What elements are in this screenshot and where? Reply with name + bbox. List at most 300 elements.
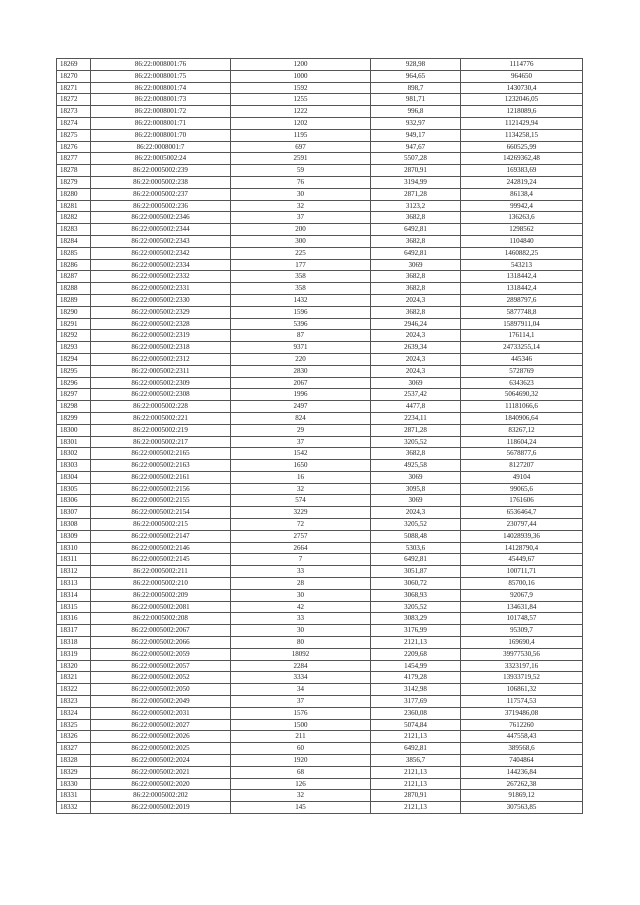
row-number-cell: 18305 bbox=[57, 483, 91, 495]
area-cell: 80 bbox=[231, 637, 371, 649]
row-number-cell: 18277 bbox=[57, 153, 91, 165]
table-row bbox=[57, 271, 583, 283]
row-number-cell: 18276 bbox=[57, 141, 91, 153]
table-row bbox=[57, 153, 583, 165]
row-number-cell: 18317 bbox=[57, 625, 91, 637]
row-number-cell: 18307 bbox=[57, 507, 91, 519]
value-cell: 543213 bbox=[461, 259, 583, 271]
area-cell: 1592 bbox=[231, 82, 371, 94]
table-row bbox=[57, 247, 583, 259]
cadastral-number-cell: 86:22:0005002:2165 bbox=[91, 448, 231, 460]
row-number-cell: 18319 bbox=[57, 648, 91, 660]
area-cell: 32 bbox=[231, 483, 371, 495]
row-number-cell: 18326 bbox=[57, 731, 91, 743]
row-number-cell: 18293 bbox=[57, 342, 91, 354]
table-row bbox=[57, 483, 583, 495]
area-cell: 1195 bbox=[231, 129, 371, 141]
row-number-cell: 18304 bbox=[57, 471, 91, 483]
area-cell: 72 bbox=[231, 519, 371, 531]
value-cell: 92067,9 bbox=[461, 589, 583, 601]
rate-cell: 3682,8 bbox=[371, 448, 461, 460]
area-cell: 42 bbox=[231, 601, 371, 613]
value-cell: 134631,84 bbox=[461, 601, 583, 613]
cadastral-number-cell: 86:22:0008001:7 bbox=[91, 141, 231, 153]
cadastral-number-cell: 86:22:0005002:2026 bbox=[91, 731, 231, 743]
area-cell: 76 bbox=[231, 176, 371, 188]
row-number-cell: 18329 bbox=[57, 766, 91, 778]
rate-cell: 2024,3 bbox=[371, 330, 461, 342]
rate-cell: 981,71 bbox=[371, 94, 461, 106]
cadastral-number-cell: 86:22:0005002:237 bbox=[91, 188, 231, 200]
table-row bbox=[57, 412, 583, 424]
row-number-cell: 18283 bbox=[57, 224, 91, 236]
cadastral-number-cell: 86:22:0005002:202 bbox=[91, 790, 231, 802]
table-row bbox=[57, 165, 583, 177]
row-number-cell: 18310 bbox=[57, 542, 91, 554]
data-table bbox=[56, 58, 583, 814]
value-cell: 3323197,16 bbox=[461, 660, 583, 672]
rate-cell: 3068,93 bbox=[371, 589, 461, 601]
area-cell: 2664 bbox=[231, 542, 371, 554]
rate-cell: 2024,3 bbox=[371, 365, 461, 377]
value-cell: 144236,84 bbox=[461, 766, 583, 778]
value-cell: 169383,69 bbox=[461, 165, 583, 177]
cadastral-number-cell: 86:22:0005002:2344 bbox=[91, 224, 231, 236]
row-number-cell: 18308 bbox=[57, 519, 91, 531]
cadastral-number-cell: 86:22:0005002:2156 bbox=[91, 483, 231, 495]
area-cell: 1920 bbox=[231, 755, 371, 767]
row-number-cell: 18309 bbox=[57, 530, 91, 542]
row-number-cell: 18322 bbox=[57, 684, 91, 696]
rate-cell: 5507,28 bbox=[371, 153, 461, 165]
rate-cell: 2024,3 bbox=[371, 353, 461, 365]
table-row bbox=[57, 401, 583, 413]
rate-cell: 2870,91 bbox=[371, 790, 461, 802]
value-cell: 1232046,05 bbox=[461, 94, 583, 106]
table-row bbox=[57, 625, 583, 637]
row-number-cell: 18273 bbox=[57, 106, 91, 118]
value-cell: 2898797,6 bbox=[461, 294, 583, 306]
table-row bbox=[57, 436, 583, 448]
value-cell: 1104840 bbox=[461, 235, 583, 247]
value-cell: 106861,32 bbox=[461, 684, 583, 696]
area-cell: 126 bbox=[231, 778, 371, 790]
value-cell: 14269362,48 bbox=[461, 153, 583, 165]
area-cell: 1596 bbox=[231, 306, 371, 318]
rate-cell: 5303,6 bbox=[371, 542, 461, 554]
table-row bbox=[57, 719, 583, 731]
rate-cell: 3682,8 bbox=[371, 212, 461, 224]
area-cell: 33 bbox=[231, 566, 371, 578]
rate-cell: 2871,28 bbox=[371, 188, 461, 200]
area-cell: 358 bbox=[231, 271, 371, 283]
area-cell: 37 bbox=[231, 436, 371, 448]
cadastral-number-cell: 86:22:0005002:2059 bbox=[91, 648, 231, 660]
rate-cell: 3205,52 bbox=[371, 601, 461, 613]
table-row bbox=[57, 672, 583, 684]
rate-cell: 2871,28 bbox=[371, 424, 461, 436]
cadastral-number-cell: 86:22:0005002:210 bbox=[91, 578, 231, 590]
table-row bbox=[57, 353, 583, 365]
row-number-cell: 18312 bbox=[57, 566, 91, 578]
value-cell: 267262,38 bbox=[461, 778, 583, 790]
area-cell: 2591 bbox=[231, 153, 371, 165]
rate-cell: 3205,52 bbox=[371, 519, 461, 531]
cadastral-number-cell: 86:22:0005002:2155 bbox=[91, 495, 231, 507]
cadastral-number-cell: 86:22:0005002:2049 bbox=[91, 696, 231, 708]
cadastral-number-cell: 86:22:0005002:2067 bbox=[91, 625, 231, 637]
rate-cell: 3123,2 bbox=[371, 200, 461, 212]
row-number-cell: 18301 bbox=[57, 436, 91, 448]
cadastral-number-cell: 86:22:0005002:236 bbox=[91, 200, 231, 212]
value-cell: 1318442,4 bbox=[461, 271, 583, 283]
row-number-cell: 18299 bbox=[57, 412, 91, 424]
table-row bbox=[57, 519, 583, 531]
rate-cell: 6492,81 bbox=[371, 554, 461, 566]
row-number-cell: 18324 bbox=[57, 707, 91, 719]
table-row bbox=[57, 778, 583, 790]
table-row bbox=[57, 377, 583, 389]
area-cell: 225 bbox=[231, 247, 371, 259]
value-cell: 964650 bbox=[461, 70, 583, 82]
rate-cell: 1454,99 bbox=[371, 660, 461, 672]
value-cell: 8127207 bbox=[461, 460, 583, 472]
cadastral-number-cell: 86:22:0005002:239 bbox=[91, 165, 231, 177]
value-cell: 49104 bbox=[461, 471, 583, 483]
cadastral-number-cell: 86:22:0005002:208 bbox=[91, 613, 231, 625]
rate-cell: 2234,11 bbox=[371, 412, 461, 424]
cadastral-number-cell: 86:22:0005002:2154 bbox=[91, 507, 231, 519]
rate-cell: 898,7 bbox=[371, 82, 461, 94]
rate-cell: 2121,13 bbox=[371, 637, 461, 649]
area-cell: 30 bbox=[231, 188, 371, 200]
table-row bbox=[57, 648, 583, 660]
value-cell: 1114776 bbox=[461, 59, 583, 71]
row-number-cell: 18281 bbox=[57, 200, 91, 212]
row-number-cell: 18331 bbox=[57, 790, 91, 802]
area-cell: 16 bbox=[231, 471, 371, 483]
cadastral-number-cell: 86:22:0005002:211 bbox=[91, 566, 231, 578]
table-row bbox=[57, 696, 583, 708]
area-cell: 220 bbox=[231, 353, 371, 365]
table-row bbox=[57, 460, 583, 472]
row-number-cell: 18294 bbox=[57, 353, 91, 365]
value-cell: 99065,6 bbox=[461, 483, 583, 495]
area-cell: 1200 bbox=[231, 59, 371, 71]
row-number-cell: 18327 bbox=[57, 743, 91, 755]
cadastral-number-cell: 86:22:0005002:2025 bbox=[91, 743, 231, 755]
area-cell: 9371 bbox=[231, 342, 371, 354]
value-cell: 95309,7 bbox=[461, 625, 583, 637]
table-row bbox=[57, 318, 583, 330]
row-number-cell: 18295 bbox=[57, 365, 91, 377]
table-row bbox=[57, 755, 583, 767]
cadastral-number-cell: 86:22:0008001:74 bbox=[91, 82, 231, 94]
table-row bbox=[57, 542, 583, 554]
table-row bbox=[57, 495, 583, 507]
cadastral-number-cell: 86:22:0005002:2312 bbox=[91, 353, 231, 365]
table-row bbox=[57, 141, 583, 153]
table-row bbox=[57, 578, 583, 590]
cadastral-number-cell: 86:22:0005002:2328 bbox=[91, 318, 231, 330]
row-number-cell: 18325 bbox=[57, 719, 91, 731]
cadastral-number-cell: 86:22:0005002:215 bbox=[91, 519, 231, 531]
rate-cell: 3682,8 bbox=[371, 283, 461, 295]
cadastral-number-cell: 86:22:0005002:209 bbox=[91, 589, 231, 601]
area-cell: 300 bbox=[231, 235, 371, 247]
rate-cell: 2121,13 bbox=[371, 802, 461, 814]
table-row bbox=[57, 507, 583, 519]
table-row bbox=[57, 94, 583, 106]
value-cell: 11181066,6 bbox=[461, 401, 583, 413]
area-cell: 200 bbox=[231, 224, 371, 236]
table-body bbox=[57, 59, 583, 814]
table-row bbox=[57, 188, 583, 200]
value-cell: 1318442,4 bbox=[461, 283, 583, 295]
area-cell: 33 bbox=[231, 613, 371, 625]
cadastral-number-cell: 86:22:0008001:70 bbox=[91, 129, 231, 141]
rate-cell: 3682,8 bbox=[371, 235, 461, 247]
area-cell: 1432 bbox=[231, 294, 371, 306]
row-number-cell: 18318 bbox=[57, 637, 91, 649]
rate-cell: 3682,8 bbox=[371, 271, 461, 283]
area-cell: 3229 bbox=[231, 507, 371, 519]
row-number-cell: 18300 bbox=[57, 424, 91, 436]
value-cell: 85700,16 bbox=[461, 578, 583, 590]
rate-cell: 949,17 bbox=[371, 129, 461, 141]
rate-cell: 2537,42 bbox=[371, 389, 461, 401]
table-row bbox=[57, 212, 583, 224]
area-cell: 1222 bbox=[231, 106, 371, 118]
rate-cell: 4179,28 bbox=[371, 672, 461, 684]
area-cell: 1650 bbox=[231, 460, 371, 472]
area-cell: 87 bbox=[231, 330, 371, 342]
cadastral-number-cell: 86:22:0005002:2161 bbox=[91, 471, 231, 483]
area-cell: 211 bbox=[231, 731, 371, 743]
row-number-cell: 18286 bbox=[57, 259, 91, 271]
row-number-cell: 18323 bbox=[57, 696, 91, 708]
value-cell: 1761606 bbox=[461, 495, 583, 507]
cadastral-number-cell: 86:22:0005002:2031 bbox=[91, 707, 231, 719]
rate-cell: 5088,48 bbox=[371, 530, 461, 542]
value-cell: 117574,53 bbox=[461, 696, 583, 708]
value-cell: 1430730,4 bbox=[461, 82, 583, 94]
cadastral-number-cell: 86:22:0005002:2163 bbox=[91, 460, 231, 472]
cadastral-number-cell: 86:22:0005002:217 bbox=[91, 436, 231, 448]
rate-cell: 3060,72 bbox=[371, 578, 461, 590]
row-number-cell: 18292 bbox=[57, 330, 91, 342]
cadastral-number-cell: 86:22:0008001:75 bbox=[91, 70, 231, 82]
rate-cell: 2639,34 bbox=[371, 342, 461, 354]
rate-cell: 4477,8 bbox=[371, 401, 461, 413]
table-row bbox=[57, 294, 583, 306]
row-number-cell: 18297 bbox=[57, 389, 91, 401]
row-number-cell: 18314 bbox=[57, 589, 91, 601]
rate-cell: 5074,84 bbox=[371, 719, 461, 731]
area-cell: 59 bbox=[231, 165, 371, 177]
value-cell: 1298562 bbox=[461, 224, 583, 236]
area-cell: 1500 bbox=[231, 719, 371, 731]
table-row bbox=[57, 129, 583, 141]
area-cell: 37 bbox=[231, 212, 371, 224]
table-row bbox=[57, 200, 583, 212]
cadastral-number-cell: 86:22:0005002:2334 bbox=[91, 259, 231, 271]
area-cell: 29 bbox=[231, 424, 371, 436]
value-cell: 5678877,6 bbox=[461, 448, 583, 460]
table-row bbox=[57, 707, 583, 719]
row-number-cell: 18298 bbox=[57, 401, 91, 413]
rate-cell: 3083,29 bbox=[371, 613, 461, 625]
rate-cell: 3051,87 bbox=[371, 566, 461, 578]
cadastral-number-cell: 86:22:0005002:219 bbox=[91, 424, 231, 436]
rate-cell: 932,97 bbox=[371, 117, 461, 129]
value-cell: 1121429,94 bbox=[461, 117, 583, 129]
area-cell: 1255 bbox=[231, 94, 371, 106]
area-cell: 2284 bbox=[231, 660, 371, 672]
row-number-cell: 18290 bbox=[57, 306, 91, 318]
value-cell: 45449,67 bbox=[461, 554, 583, 566]
row-number-cell: 18330 bbox=[57, 778, 91, 790]
value-cell: 230797,44 bbox=[461, 519, 583, 531]
rate-cell: 2121,13 bbox=[371, 731, 461, 743]
cadastral-number-cell: 86:22:0008001:71 bbox=[91, 117, 231, 129]
value-cell: 6536464,7 bbox=[461, 507, 583, 519]
cadastral-number-cell: 86:22:0008001:72 bbox=[91, 106, 231, 118]
rate-cell: 2121,13 bbox=[371, 766, 461, 778]
area-cell: 34 bbox=[231, 684, 371, 696]
table-row bbox=[57, 802, 583, 814]
rate-cell: 3194,99 bbox=[371, 176, 461, 188]
table-row bbox=[57, 424, 583, 436]
rate-cell: 4925,58 bbox=[371, 460, 461, 472]
row-number-cell: 18321 bbox=[57, 672, 91, 684]
value-cell: 660525,99 bbox=[461, 141, 583, 153]
cadastral-number-cell: 86:22:0005002:2066 bbox=[91, 637, 231, 649]
row-number-cell: 18289 bbox=[57, 294, 91, 306]
table-row bbox=[57, 566, 583, 578]
area-cell: 697 bbox=[231, 141, 371, 153]
row-number-cell: 18275 bbox=[57, 129, 91, 141]
rate-cell: 964,65 bbox=[371, 70, 461, 82]
row-number-cell: 18291 bbox=[57, 318, 91, 330]
area-cell: 28 bbox=[231, 578, 371, 590]
cadastral-number-cell: 86:22:0005002:238 bbox=[91, 176, 231, 188]
area-cell: 1576 bbox=[231, 707, 371, 719]
rate-cell: 6492,81 bbox=[371, 247, 461, 259]
row-number-cell: 18328 bbox=[57, 755, 91, 767]
value-cell: 447558,43 bbox=[461, 731, 583, 743]
rate-cell: 2024,3 bbox=[371, 507, 461, 519]
value-cell: 24733255,14 bbox=[461, 342, 583, 354]
value-cell: 3719486,08 bbox=[461, 707, 583, 719]
table-row bbox=[57, 70, 583, 82]
value-cell: 242819,24 bbox=[461, 176, 583, 188]
value-cell: 101748,57 bbox=[461, 613, 583, 625]
area-cell: 2067 bbox=[231, 377, 371, 389]
cadastral-number-cell: 86:22:0005002:2329 bbox=[91, 306, 231, 318]
area-cell: 32 bbox=[231, 790, 371, 802]
table-row bbox=[57, 637, 583, 649]
rate-cell: 3095,8 bbox=[371, 483, 461, 495]
table-row bbox=[57, 601, 583, 613]
cadastral-number-cell: 86:22:0005002:2308 bbox=[91, 389, 231, 401]
row-number-cell: 18279 bbox=[57, 176, 91, 188]
area-cell: 18092 bbox=[231, 648, 371, 660]
cadastral-number-cell: 86:22:0005002:2346 bbox=[91, 212, 231, 224]
value-cell: 1840906,64 bbox=[461, 412, 583, 424]
cadastral-number-cell: 86:22:0005002:2057 bbox=[91, 660, 231, 672]
value-cell: 1134258,15 bbox=[461, 129, 583, 141]
cadastral-number-cell: 86:22:0005002:221 bbox=[91, 412, 231, 424]
table-row bbox=[57, 448, 583, 460]
area-cell: 60 bbox=[231, 743, 371, 755]
cadastral-number-cell: 86:22:0005002:2146 bbox=[91, 542, 231, 554]
value-cell: 176114,1 bbox=[461, 330, 583, 342]
area-cell: 30 bbox=[231, 625, 371, 637]
cadastral-number-cell: 86:22:0005002:228 bbox=[91, 401, 231, 413]
cadastral-number-cell: 86:22:0005002:2027 bbox=[91, 719, 231, 731]
row-number-cell: 18287 bbox=[57, 271, 91, 283]
cadastral-number-cell: 86:22:0005002:2021 bbox=[91, 766, 231, 778]
area-cell: 32 bbox=[231, 200, 371, 212]
area-cell: 824 bbox=[231, 412, 371, 424]
rate-cell: 3856,7 bbox=[371, 755, 461, 767]
cadastral-number-cell: 86:22:0005002:2330 bbox=[91, 294, 231, 306]
value-cell: 118604,24 bbox=[461, 436, 583, 448]
row-number-cell: 18271 bbox=[57, 82, 91, 94]
table-row bbox=[57, 59, 583, 71]
area-cell: 1542 bbox=[231, 448, 371, 460]
cadastral-number-cell: 86:22:0005002:2024 bbox=[91, 755, 231, 767]
table-row bbox=[57, 106, 583, 118]
value-cell: 445346 bbox=[461, 353, 583, 365]
table-row bbox=[57, 176, 583, 188]
table-row bbox=[57, 530, 583, 542]
table-row bbox=[57, 471, 583, 483]
rate-cell: 947,67 bbox=[371, 141, 461, 153]
area-cell: 574 bbox=[231, 495, 371, 507]
value-cell: 169690,4 bbox=[461, 637, 583, 649]
table-row bbox=[57, 554, 583, 566]
rate-cell: 3682,8 bbox=[371, 306, 461, 318]
value-cell: 389568,6 bbox=[461, 743, 583, 755]
table-row bbox=[57, 731, 583, 743]
table-row bbox=[57, 389, 583, 401]
value-cell: 5877748,8 bbox=[461, 306, 583, 318]
value-cell: 7612260 bbox=[461, 719, 583, 731]
rate-cell: 2209,68 bbox=[371, 648, 461, 660]
rate-cell: 928,98 bbox=[371, 59, 461, 71]
row-number-cell: 18282 bbox=[57, 212, 91, 224]
area-cell: 68 bbox=[231, 766, 371, 778]
table-row bbox=[57, 259, 583, 271]
value-cell: 1460882,25 bbox=[461, 247, 583, 259]
area-cell: 177 bbox=[231, 259, 371, 271]
table-row bbox=[57, 117, 583, 129]
row-number-cell: 18278 bbox=[57, 165, 91, 177]
cadastral-number-cell: 86:22:0005002:2050 bbox=[91, 684, 231, 696]
value-cell: 13933719,52 bbox=[461, 672, 583, 684]
table-row bbox=[57, 235, 583, 247]
rate-cell: 3069 bbox=[371, 377, 461, 389]
row-number-cell: 18274 bbox=[57, 117, 91, 129]
rate-cell: 3142,98 bbox=[371, 684, 461, 696]
area-cell: 37 bbox=[231, 696, 371, 708]
row-number-cell: 18284 bbox=[57, 235, 91, 247]
area-cell: 1202 bbox=[231, 117, 371, 129]
area-cell: 145 bbox=[231, 802, 371, 814]
value-cell: 14028939,36 bbox=[461, 530, 583, 542]
